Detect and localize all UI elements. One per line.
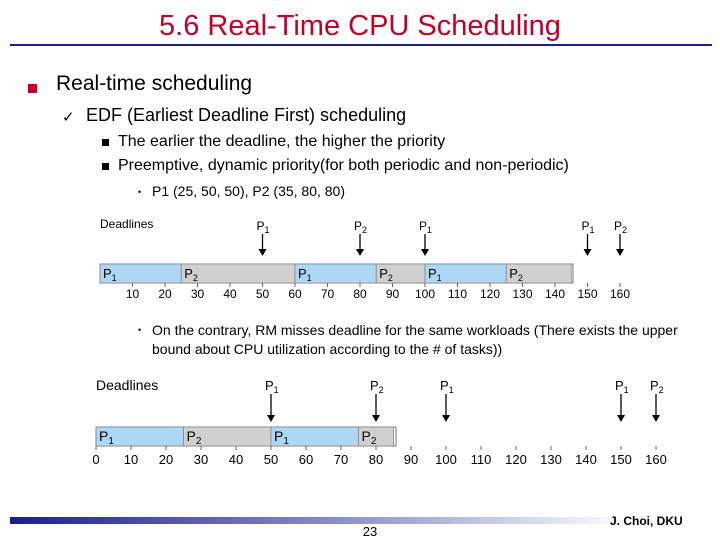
deadlines-label: Deadlines [96, 377, 159, 393]
rm-note: On the contrary, RM misses deadline for the same workloads (There exists the upper bound about CPU utilization according to the # of tasks)) [152, 322, 678, 357]
deadline-label: $P_1$ [440, 378, 454, 395]
tick-label: 160 [609, 287, 631, 301]
tick-label: 80 [353, 287, 367, 301]
deadline-arrowhead [372, 415, 380, 422]
block-label: $P_1$ [99, 428, 114, 447]
small-bullet-icon: • [138, 325, 142, 335]
deadline-arrowhead [652, 415, 660, 422]
tick-label: 20 [158, 287, 172, 301]
tick-label: 20 [158, 452, 174, 467]
deadline-label: $P_2$ [614, 219, 628, 235]
deadline-label: $P_2$ [354, 219, 368, 235]
tick-label: 100 [414, 287, 436, 301]
tick-label: 40 [223, 287, 237, 301]
tick-label: 0 [92, 452, 100, 467]
deadline-label: $P_1$ [419, 219, 433, 235]
slide-title: 5.6 Real-Time CPU Scheduling [159, 10, 561, 42]
tick-label: 110 [447, 287, 468, 301]
tick-label: 30 [193, 452, 209, 467]
tick-label: 40 [228, 452, 244, 467]
block-label: $P_1$ [274, 428, 289, 447]
block-label: $P_2$ [379, 266, 393, 283]
deadline-label: $P_1$ [265, 378, 279, 395]
deadline-arrowhead [267, 415, 275, 422]
tick-label: 90 [403, 452, 419, 467]
bullet-real-time-scheduling: Real-time scheduling [56, 72, 253, 95]
deadline-label: $P_1$ [615, 378, 629, 395]
deadline-label: $P_2$ [650, 378, 664, 395]
tick-label: 120 [505, 452, 527, 467]
block-label: $P_2$ [186, 428, 202, 447]
block-label: $P_2$ [361, 428, 377, 447]
page-number: 23 [362, 524, 378, 539]
edf-workload-note: P1 (25, 50, 50), P2 (35, 80, 80) [152, 183, 346, 199]
tick-label: 160 [645, 452, 667, 467]
deadline-label: $P_2$ [370, 378, 384, 395]
tick-label: 80 [368, 452, 384, 467]
tick-label: 70 [320, 287, 335, 301]
tick-label: 100 [435, 452, 457, 467]
sub-bullet-preemptive: Preemptive, dynamic priority(for both periodic and non-periodic) [118, 157, 569, 174]
tick-label: 70 [333, 452, 349, 467]
deadlines-label: Deadlines [100, 217, 154, 231]
tick-label: 110 [470, 452, 492, 467]
tick-label: 130 [540, 452, 562, 467]
tick-label: 140 [544, 287, 566, 301]
author-credit: J. Choi, DKU [610, 514, 683, 528]
tick-label: 50 [255, 287, 270, 301]
block-label: $P_1$ [298, 266, 312, 283]
tick-label: 30 [190, 287, 205, 301]
tick-label: 140 [575, 452, 597, 467]
tick-label: 10 [123, 452, 139, 467]
tick-label: 50 [263, 452, 279, 467]
block-label: $P_1$ [103, 266, 117, 283]
small-bullet-icon: • [138, 187, 142, 197]
tick-label: 90 [385, 287, 400, 301]
checkmark-icon: ✓ [62, 109, 75, 126]
deadline-label: $P_1$ [256, 219, 270, 235]
tick-label: 150 [610, 452, 632, 467]
sub-bullet-priority: The earlier the deadline, the higher the priority [118, 133, 446, 150]
deadline-label: $P_1$ [581, 219, 595, 235]
deadline-arrowhead [617, 415, 625, 422]
block-label: $P_2$ [184, 266, 198, 283]
tick-label: 120 [479, 287, 501, 301]
bullet-edf: EDF (Earliest Deadline First) scheduling [86, 105, 407, 125]
tick-label: 150 [577, 287, 598, 301]
tick-label: 60 [288, 287, 302, 301]
tick-label: 130 [512, 287, 533, 301]
block-label: $P_2$ [509, 266, 523, 283]
deadline-arrowhead [442, 415, 450, 422]
tick-label: 60 [298, 452, 314, 467]
tick-label: 10 [125, 287, 140, 301]
block-label: $P_1$ [428, 266, 442, 283]
